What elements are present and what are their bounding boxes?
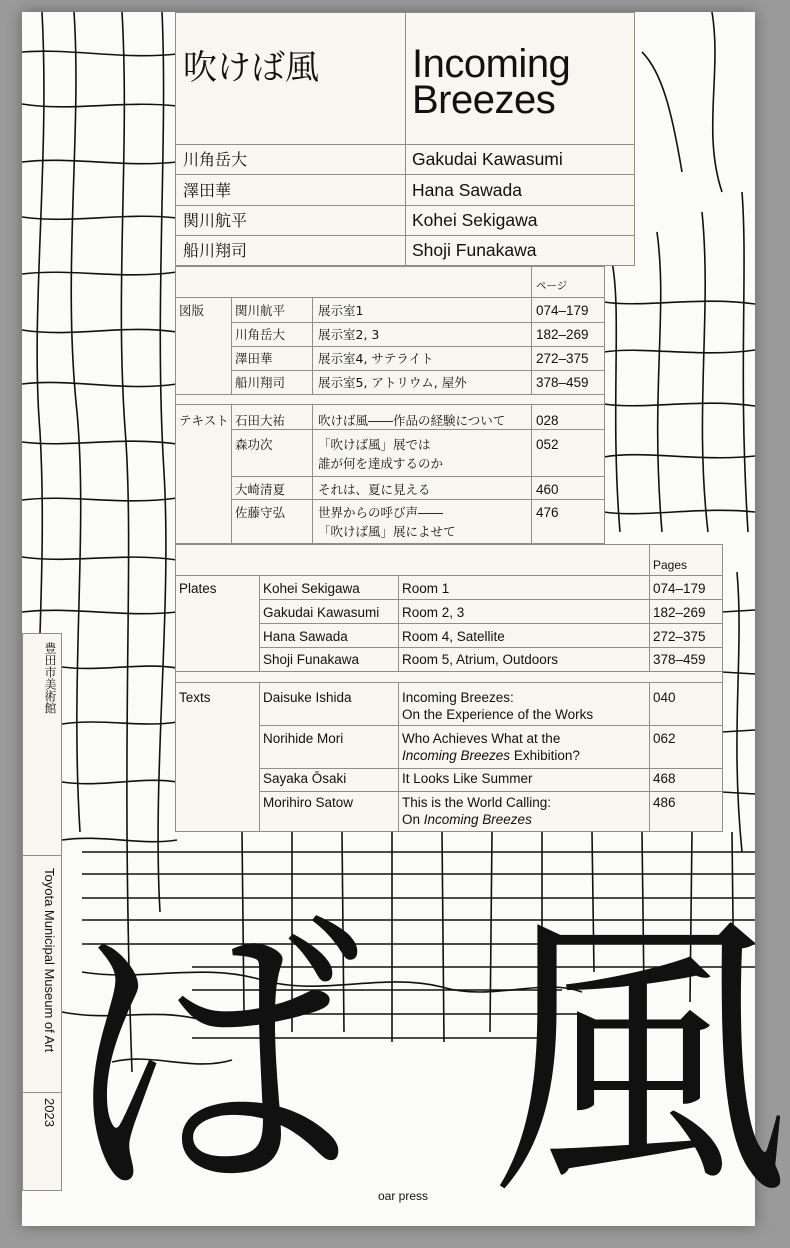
toc-en-text-title-post: Exhibition?: [510, 748, 580, 763]
spine-year: 2023: [42, 1098, 57, 1127]
toc-en-text-title-italic: Incoming Breezes: [423, 812, 532, 827]
toc-ja-plate-artist: 澤田華: [235, 351, 273, 366]
toc-en-plate-room: Room 1: [402, 581, 450, 596]
toc-en-text-title: Incoming Breezes:: [402, 690, 514, 705]
toc-en-text-title-line2: On the Experience of the Works: [402, 707, 594, 722]
toc-ja-plates-label: 図版: [179, 303, 205, 318]
toc-en-text-author: Sayaka Ōsaki: [263, 771, 347, 786]
toc-ja-plate-artist: 関川航平: [235, 303, 286, 318]
toc-ja-plate-pages: 074–179: [536, 303, 589, 318]
toc-ja-text-title: 「吹けば風」展では: [318, 437, 431, 452]
toc-ja-plate-room: 展示室1: [318, 303, 364, 318]
title-japanese: 吹けば風: [183, 48, 319, 88]
toc-ja-text-title: それは、夏に見える: [318, 482, 431, 497]
artist-en-2: Hana Sawada: [412, 180, 522, 200]
spine-museum-japanese: 豊田市美術館: [43, 642, 57, 714]
toc-en-plate-pages: 074–179: [653, 581, 706, 596]
artist-en-4: Shoji Funakawa: [412, 240, 537, 260]
toc-en-text-page: 468: [653, 771, 676, 786]
toc-en-text-page: 040: [653, 690, 676, 705]
toc-ja-pages-header: ページ: [536, 280, 568, 292]
toc-ja-plate-pages: 182–269: [536, 327, 589, 342]
toc-ja-text-page: 052: [536, 437, 559, 452]
toc-en-texts-label: Texts: [179, 690, 211, 705]
toc-en-plate-room: Room 4, Satellite: [402, 629, 505, 644]
spine-museum-english: Toyota Municipal Museum of Art: [42, 868, 57, 1053]
toc-ja-text-author: 石田大祐: [235, 413, 286, 428]
toc-en-plate-artist: Shoji Funakawa: [263, 652, 360, 667]
title-english: [412, 42, 571, 122]
toc-ja-text-author: 佐藤守弘: [235, 505, 286, 520]
toc-en-plate-room: Room 5, Atrium, Outdoors: [402, 652, 559, 667]
toc-en-text-author: Norihide Mori: [263, 731, 344, 746]
artist-en-3: Kohei Sekigawa: [412, 210, 538, 230]
toc-ja-texts-label: テキスト: [179, 413, 229, 428]
toc-en-text-title: Who Achieves What at the: [402, 731, 561, 746]
publisher-name: oar press: [378, 1189, 429, 1203]
toc-en-pages-header: Pages: [653, 558, 688, 572]
toc-en-text-title-line2: [402, 811, 532, 828]
toc-ja-text-title: 吹けば風――作品の経験について: [318, 413, 506, 428]
title-divider: [405, 12, 406, 266]
title-english-line2: Breezes: [412, 78, 556, 122]
toc-ja-text-title-line2: 誰が何を達成するのか: [318, 456, 444, 471]
toc-ja-text-author: 森功次: [235, 437, 273, 452]
toc-ja-plate-room: 展示室4, サテライト: [318, 351, 434, 366]
toc-ja-text-page: 476: [536, 505, 559, 520]
toc-en-plate-pages: 182–269: [653, 605, 706, 620]
title-english-line1: Incoming: [412, 42, 571, 86]
toc-en-text-page: 062: [653, 731, 676, 746]
toc-en-text-page: 486: [653, 795, 676, 810]
book-cover: [22, 12, 790, 1236]
artist-ja-2: 澤田華: [183, 181, 232, 200]
toc-en-text-title-line2: [402, 747, 580, 764]
toc-ja-plate-pages: 378–459: [536, 375, 589, 390]
toc-ja-plate-artist: 船川翔司: [235, 375, 286, 390]
toc-en-plate-artist: Gakudai Kawasumi: [263, 605, 380, 620]
toc-ja-text-page: 460: [536, 482, 559, 497]
toc-en-plate-artist: Hana Sawada: [263, 629, 348, 644]
toc-en-plate-pages: 378–459: [653, 652, 706, 667]
toc-en-plate-room: Room 2, 3: [402, 605, 465, 620]
toc-en-text-author: Daisuke Ishida: [263, 690, 352, 705]
toc-en-plate-artist: Kohei Sekigawa: [263, 581, 360, 596]
toc-en-text-title-italic: Incoming Breezes: [402, 748, 511, 763]
artist-ja-4: 船川翔司: [183, 241, 248, 260]
toc-en-plates-label: Plates: [179, 581, 217, 596]
toc-ja-text-title: 世界からの呼び声――: [318, 505, 444, 520]
toc-ja-text-title-line2: 「吹けば風」展によせて: [318, 524, 456, 539]
toc-en-text-title-pre: On: [402, 812, 424, 827]
toc-ja-plate-pages: 272–375: [536, 351, 589, 366]
toc-ja-text-author: 大崎清夏: [235, 482, 286, 497]
toc-en-text-title: This is the World Calling:: [402, 795, 552, 810]
toc-en-plate-pages: 272–375: [653, 629, 706, 644]
toc-ja-plate-artist: 川角岳大: [235, 327, 286, 342]
toc-en-text-title: It Looks Like Summer: [402, 771, 533, 786]
toc-ja-plate-room: 展示室2, 3: [318, 327, 380, 342]
large-glyph-kaze: 風: [490, 887, 790, 1236]
toc-ja-plate-room: 展示室5, アトリウム, 屋外: [318, 375, 467, 390]
toc-en-text-author: Morihiro Satow: [263, 795, 354, 810]
artist-ja-1: 川角岳大: [183, 150, 248, 169]
artist-en-1: Gakudai Kawasumi: [412, 149, 563, 169]
large-glyph-ba: ば: [62, 887, 362, 1236]
toc-ja-text-page: 028: [536, 413, 559, 428]
artist-ja-3: 関川航平: [183, 211, 248, 230]
